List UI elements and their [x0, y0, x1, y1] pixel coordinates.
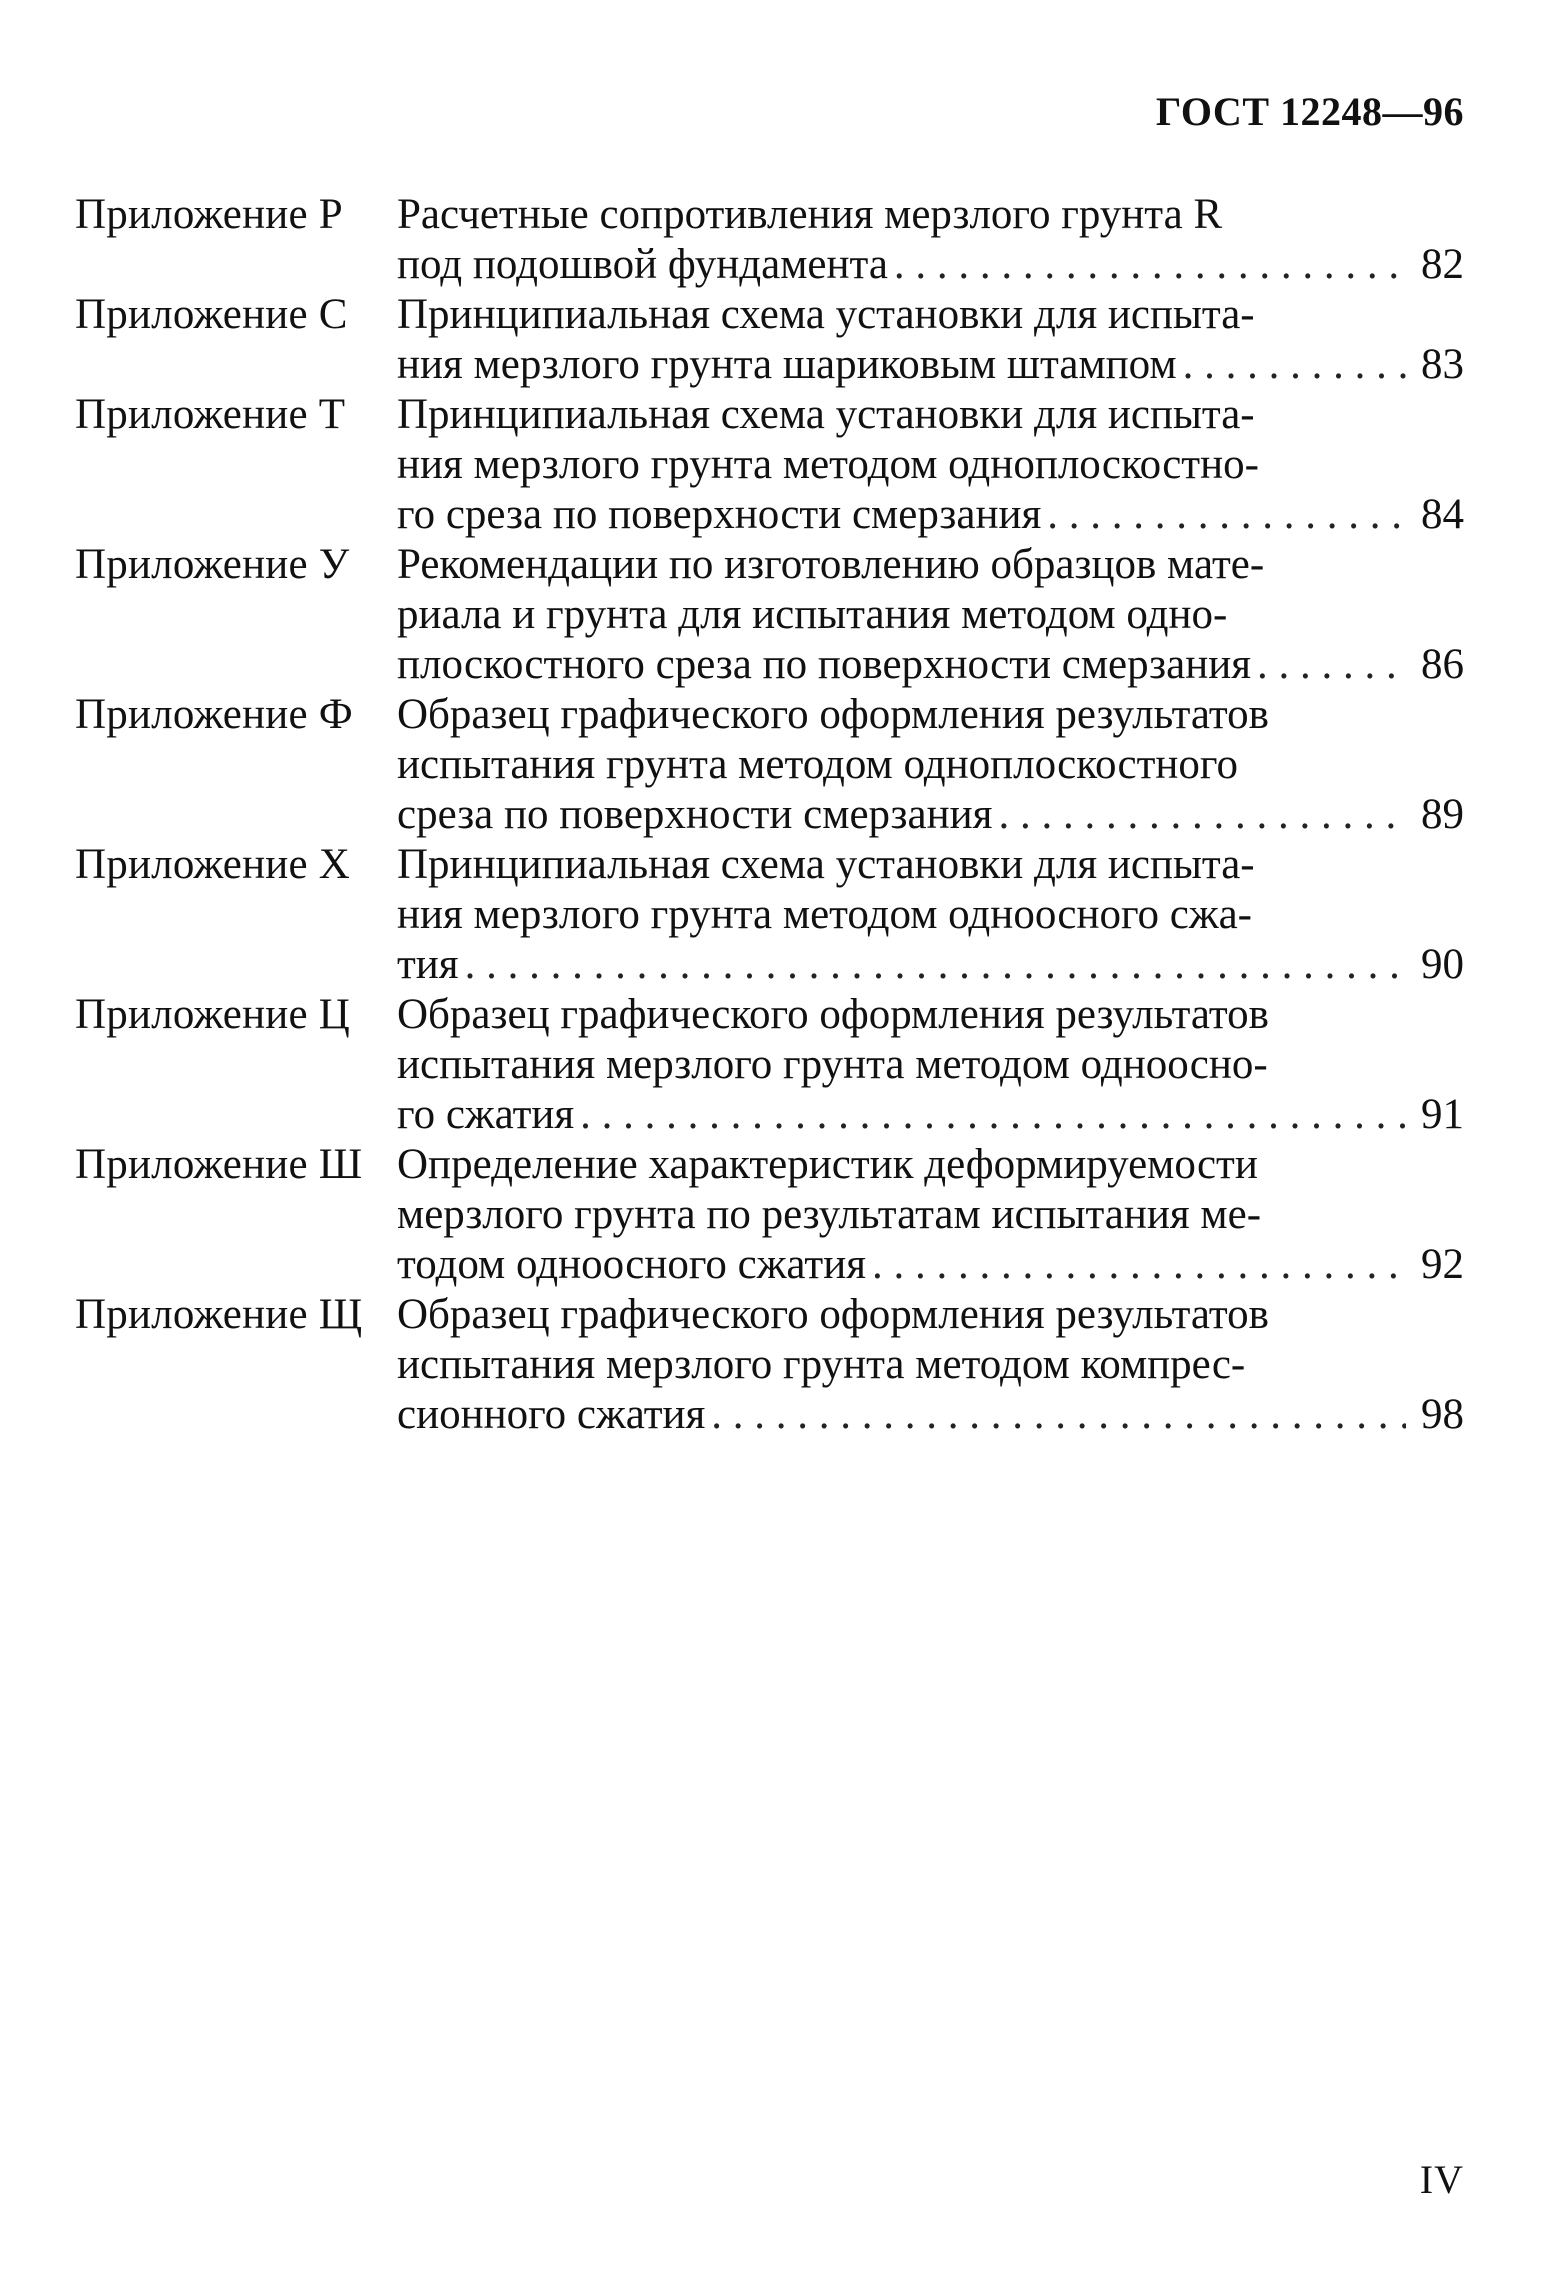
appendix-label: Приложение Щ [75, 1291, 363, 1338]
appendix-label: Приложение Ф [75, 691, 353, 738]
entry-line-text: го среза по поверхности смерзания [397, 491, 1042, 538]
page-number: 90 [1421, 941, 1464, 988]
entry-line [397, 1340, 1464, 1390]
entry-line [397, 1090, 1464, 1140]
dot-leader [459, 940, 1406, 990]
entry-line [397, 390, 1464, 440]
entry-line [397, 440, 1464, 490]
entry-line [397, 490, 1464, 540]
entry-line-text: Образец графического оформления результатов [397, 991, 1269, 1038]
entry-line [397, 740, 1464, 790]
entry-line-text: го сжатия [397, 1091, 575, 1138]
table-of-contents [75, 190, 1464, 1440]
entry-title [397, 1140, 1464, 1290]
dot-leader [705, 1390, 1406, 1440]
entry-title [397, 690, 1464, 840]
entry-line-text: плоскостного среза по поверхности смерзания [397, 641, 1252, 688]
entry-line [397, 1190, 1464, 1240]
toc-entry[interactable] [75, 1140, 1464, 1290]
dot-leader [866, 1240, 1406, 1290]
entry-line-text: испытания грунта методом одноплоскостного [397, 741, 1238, 788]
entry-line [397, 940, 1464, 990]
entry-line-text: испытания мерзлого грунта методом одноосно- [397, 1041, 1268, 1088]
entry-title [397, 990, 1464, 1140]
entry-line [397, 540, 1464, 590]
page-number: 82 [1421, 241, 1464, 288]
entry-title [397, 390, 1464, 540]
entry-line-text: риала и грунта для испытания методом одно- [397, 591, 1228, 638]
entry-title [397, 540, 1464, 690]
entry-line [397, 840, 1464, 890]
entry-line-text: Принципиальная схема установки для испыта- [397, 291, 1255, 338]
page-number: 86 [1421, 641, 1464, 688]
entry-title [397, 290, 1464, 390]
entry-line-text: под подошвой фундамента [397, 241, 888, 288]
appendix-label: Приложение Х [75, 841, 350, 888]
entry-line-text: Принципиальная схема установки для испыта- [397, 391, 1255, 438]
entry-line-text: ния мерзлого грунта методом одноосного сжа- [397, 891, 1253, 938]
page-number: 83 [1421, 341, 1464, 388]
entry-line-text: Рекомендации по изготовлению образцов мате- [397, 541, 1265, 588]
entry-line-text: сионного сжатия [397, 1391, 706, 1438]
appendix-label: Приложение С [75, 291, 348, 338]
entry-line [397, 590, 1464, 640]
entry-line [397, 1140, 1464, 1190]
dot-leader [1251, 640, 1406, 690]
dot-leader [1041, 490, 1406, 540]
entry-line-text: ния мерзлого грунта методом одноплоскостно- [397, 441, 1259, 488]
entry-line [397, 890, 1464, 940]
entry-line-text: тия [397, 941, 459, 988]
standard-number: ГОСТ 12248—96 [1155, 89, 1464, 134]
entry-line [397, 190, 1464, 240]
appendix-label: Приложение У [75, 541, 350, 588]
dot-leader [888, 240, 1406, 290]
entry-line-text: среза по поверхности смерзания [397, 791, 993, 838]
entry-line [397, 1290, 1464, 1340]
toc-entry[interactable] [75, 840, 1464, 990]
entry-line-text: испытания мерзлого грунта методом компрес- [397, 1341, 1246, 1388]
toc-entry[interactable] [75, 540, 1464, 690]
entry-line [397, 1040, 1464, 1090]
toc-entry[interactable] [75, 390, 1464, 540]
entry-line [397, 690, 1464, 740]
entry-line-text: Принципиальная схема установки для испыта- [397, 841, 1255, 888]
entry-line [397, 1240, 1464, 1290]
appendix-label: Приложение Ц [75, 991, 350, 1038]
page-number: 89 [1421, 791, 1464, 838]
dot-leader [1177, 340, 1406, 390]
entry-title [397, 1290, 1464, 1440]
appendix-label: Приложение Ш [75, 1141, 363, 1188]
entry-line-text: тодом одноосного сжатия [397, 1241, 866, 1288]
toc-entry[interactable] [75, 190, 1464, 290]
entry-line [397, 240, 1464, 290]
toc-entry[interactable] [75, 290, 1464, 390]
appendix-label: Приложение Р [75, 191, 343, 238]
entry-line-text: Определение характеристик деформируемости [397, 1141, 1258, 1188]
entry-title [397, 840, 1464, 990]
entry-line [397, 340, 1464, 390]
toc-entry[interactable] [75, 1290, 1464, 1440]
dot-leader [992, 790, 1406, 840]
toc-entry[interactable] [75, 690, 1464, 840]
page-folio: IV [1419, 2157, 1464, 2202]
entry-line-text: ния мерзлого грунта шариковым штампом [397, 341, 1177, 388]
entry-line [397, 790, 1464, 840]
entry-line [397, 640, 1464, 690]
document-header [1156, 88, 1464, 135]
page-number: 92 [1421, 1241, 1464, 1288]
entry-line-text: Образец графического оформления результатов [397, 691, 1269, 738]
entry-title [397, 190, 1464, 290]
toc-entry[interactable] [75, 990, 1464, 1140]
entry-line [397, 290, 1464, 340]
entry-line-text: мерзлого грунта по результатам испытания ме- [397, 1191, 1262, 1238]
appendix-label: Приложение Т [75, 391, 346, 438]
page-number: 98 [1421, 1391, 1464, 1438]
entry-line [397, 1390, 1464, 1440]
entry-line [397, 990, 1464, 1040]
entry-line-text: Образец графического оформления результатов [397, 1291, 1269, 1338]
page-number: 91 [1421, 1091, 1464, 1138]
dot-leader [574, 1090, 1406, 1140]
page-number: 84 [1421, 491, 1464, 538]
entry-line-text: Расчетные сопротивления мерзлого грунта R [397, 191, 1223, 238]
